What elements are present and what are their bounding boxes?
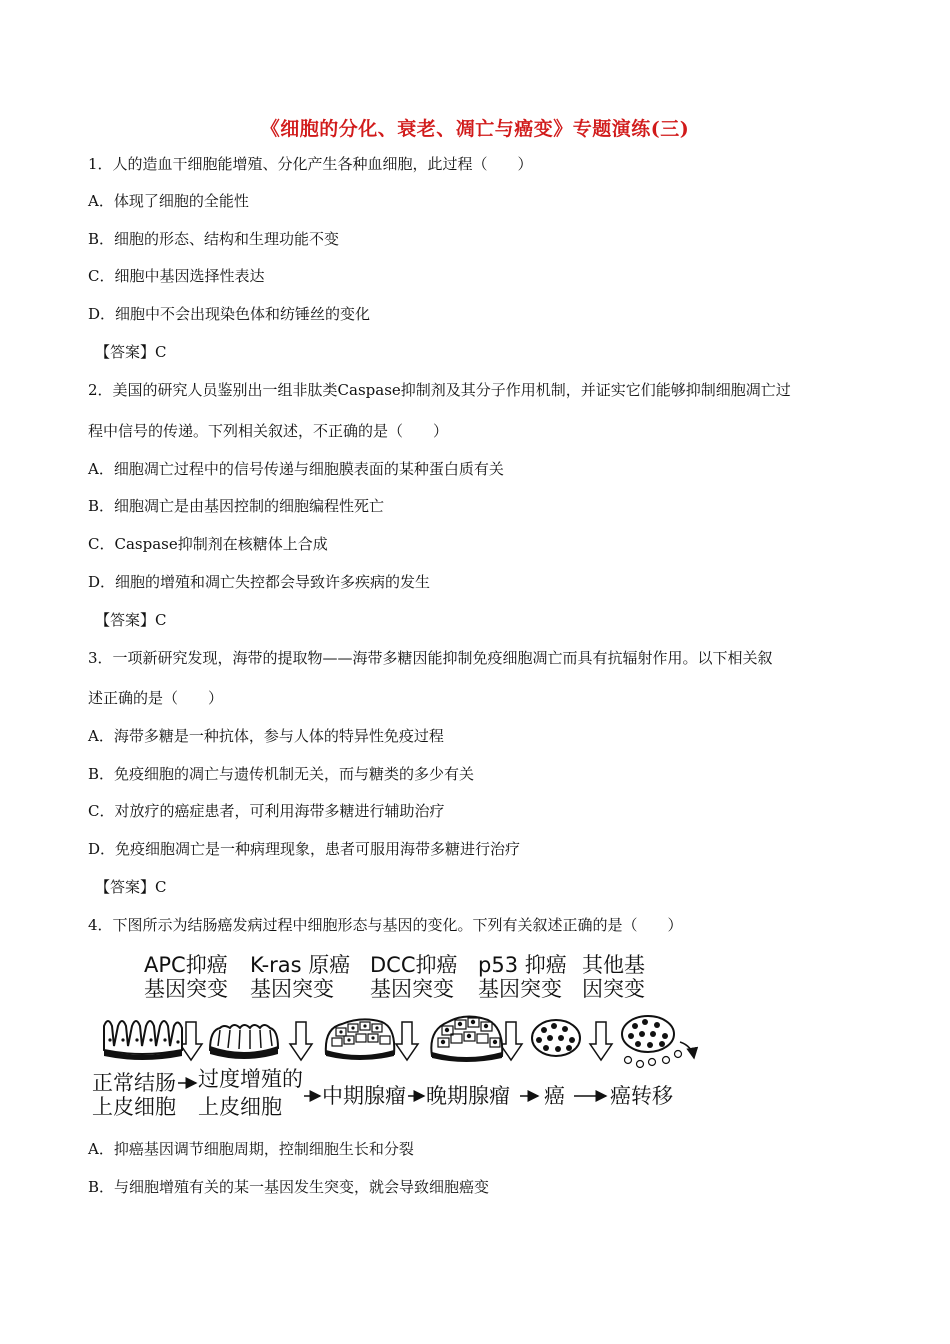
q3-option-c: C．对放疗的癌症患者，可利用海带多糖进行辅助治疗 bbox=[88, 802, 445, 820]
q3-stem-line2: 述正确的是（ ） bbox=[88, 689, 224, 707]
stage-label-cancer: 癌 bbox=[544, 1084, 565, 1108]
normal-epithelium-drawing bbox=[104, 1021, 182, 1060]
svg-text:基因突变: 基因突变 bbox=[250, 977, 334, 1001]
down-arrow-icon bbox=[290, 1022, 312, 1060]
gene-label-kras bbox=[250, 953, 350, 1001]
colon-cancer-diagram bbox=[92, 950, 702, 1125]
q1-option-c: C．细胞中基因选择性表达 bbox=[88, 267, 265, 285]
q3-option-d: D．免疫细胞凋亡是一种病理现象，患者可服用海带多糖进行治疗 bbox=[88, 840, 521, 858]
svg-text:DCC抑癌: DCC抑癌 bbox=[370, 953, 458, 977]
down-arrow-icon bbox=[590, 1022, 612, 1060]
hyperplastic-epithelium-drawing bbox=[210, 1025, 278, 1059]
svg-text:上皮细胞: 上皮细胞 bbox=[198, 1095, 282, 1119]
intermediate-adenoma-drawing bbox=[326, 1019, 394, 1060]
q2-option-d: D．细胞的增殖和凋亡失控都会导致许多疾病的发生 bbox=[88, 573, 431, 591]
q2-stem-line2: 程中信号的传递。下列相关叙述，不正确的是（ ） bbox=[88, 422, 449, 440]
q4-option-b: B．与细胞增殖有关的某一基因发生突变，就会导致细胞癌变 bbox=[88, 1178, 490, 1196]
q1-answer: 【答案】C bbox=[95, 343, 167, 361]
stage-label-late: 晚期腺瘤 bbox=[426, 1084, 510, 1108]
q1-option-a: A．体现了细胞的全能性 bbox=[88, 192, 249, 210]
q3-stem-line1: 3．一项新研究发现，海带的提取物——海带多糖因能抑制免疫细胞凋亡而具有抗辐射作用。以下相关叙 bbox=[88, 649, 773, 667]
svg-text:正常结肠: 正常结肠 bbox=[92, 1071, 176, 1095]
q2-option-a: A．细胞凋亡过程中的信号传递与细胞膜表面的某种蛋白质有关 bbox=[88, 460, 504, 478]
gene-label-apc bbox=[144, 953, 228, 1001]
svg-text:过度增殖的: 过度增殖的 bbox=[198, 1067, 303, 1091]
down-arrow-icon bbox=[396, 1022, 418, 1060]
svg-text:因突变: 因突变 bbox=[582, 977, 645, 1001]
q3-answer: 【答案】C bbox=[95, 878, 167, 896]
q1-option-b: B．细胞的形态、结构和生理功能不变 bbox=[88, 230, 340, 248]
gene-label-dcc bbox=[370, 953, 458, 1001]
svg-text:上皮细胞: 上皮细胞 bbox=[92, 1095, 176, 1119]
page-title: 《细胞的分化、衰老、凋亡与癌变》专题演练(三) bbox=[260, 118, 690, 140]
cancer-cells-drawing bbox=[532, 1020, 580, 1056]
svg-text:基因突变: 基因突变 bbox=[370, 977, 454, 1001]
stage-label-normal bbox=[92, 1071, 176, 1119]
svg-text:APC抑癌: APC抑癌 bbox=[144, 953, 228, 977]
q3-option-a: A．海带多糖是一种抗体，参与人体的特异性免疫过程 bbox=[88, 727, 444, 745]
down-arrow-icon bbox=[180, 1022, 202, 1060]
metastasis-drawing bbox=[622, 1016, 694, 1068]
q2-option-c: C．Caspase抑制剂在核糖体上合成 bbox=[88, 535, 328, 553]
q1-stem: 1．人的造血干细胞能增殖、分化产生各种血细胞，此过程（ ） bbox=[88, 155, 533, 173]
stage-label-metastasis: 癌转移 bbox=[610, 1084, 673, 1108]
svg-text:K-ras 原癌: K-ras 原癌 bbox=[250, 953, 351, 977]
svg-text:基因突变: 基因突变 bbox=[478, 977, 562, 1001]
q2-answer: 【答案】C bbox=[95, 611, 167, 629]
svg-text:p53 抑癌: p53 抑癌 bbox=[478, 953, 567, 977]
down-arrow-icon bbox=[500, 1022, 522, 1060]
late-adenoma-drawing bbox=[431, 1016, 502, 1062]
q1-option-d: D．细胞中不会出现染色体和纺锤丝的变化 bbox=[88, 305, 371, 323]
svg-text:基因突变: 基因突变 bbox=[144, 977, 228, 1001]
q3-option-b: B．免疫细胞的凋亡与遗传机制无关，而与糖类的多少有关 bbox=[88, 765, 475, 783]
gene-label-p53 bbox=[478, 953, 567, 1001]
q4-option-a: A．抑癌基因调节细胞周期，控制细胞生长和分裂 bbox=[88, 1140, 414, 1158]
gene-label-other bbox=[582, 953, 645, 1001]
q2-stem-line1: 2．美国的研究人员鉴别出一组非肽类Caspase抑制剂及其分子作用机制，并证实它们能够抑制细胞凋亡过 bbox=[88, 381, 791, 399]
stage-label-intermediate: 中期腺瘤 bbox=[322, 1084, 406, 1108]
q4-stem: 4．下图所示为结肠癌发病过程中细胞形态与基因的变化。下列有关叙述正确的是（ ） bbox=[88, 916, 683, 934]
q2-option-b: B．细胞凋亡是由基因控制的细胞编程性死亡 bbox=[88, 497, 385, 515]
svg-text:其他基: 其他基 bbox=[582, 953, 645, 977]
stage-label-hyperplastic bbox=[198, 1067, 303, 1119]
